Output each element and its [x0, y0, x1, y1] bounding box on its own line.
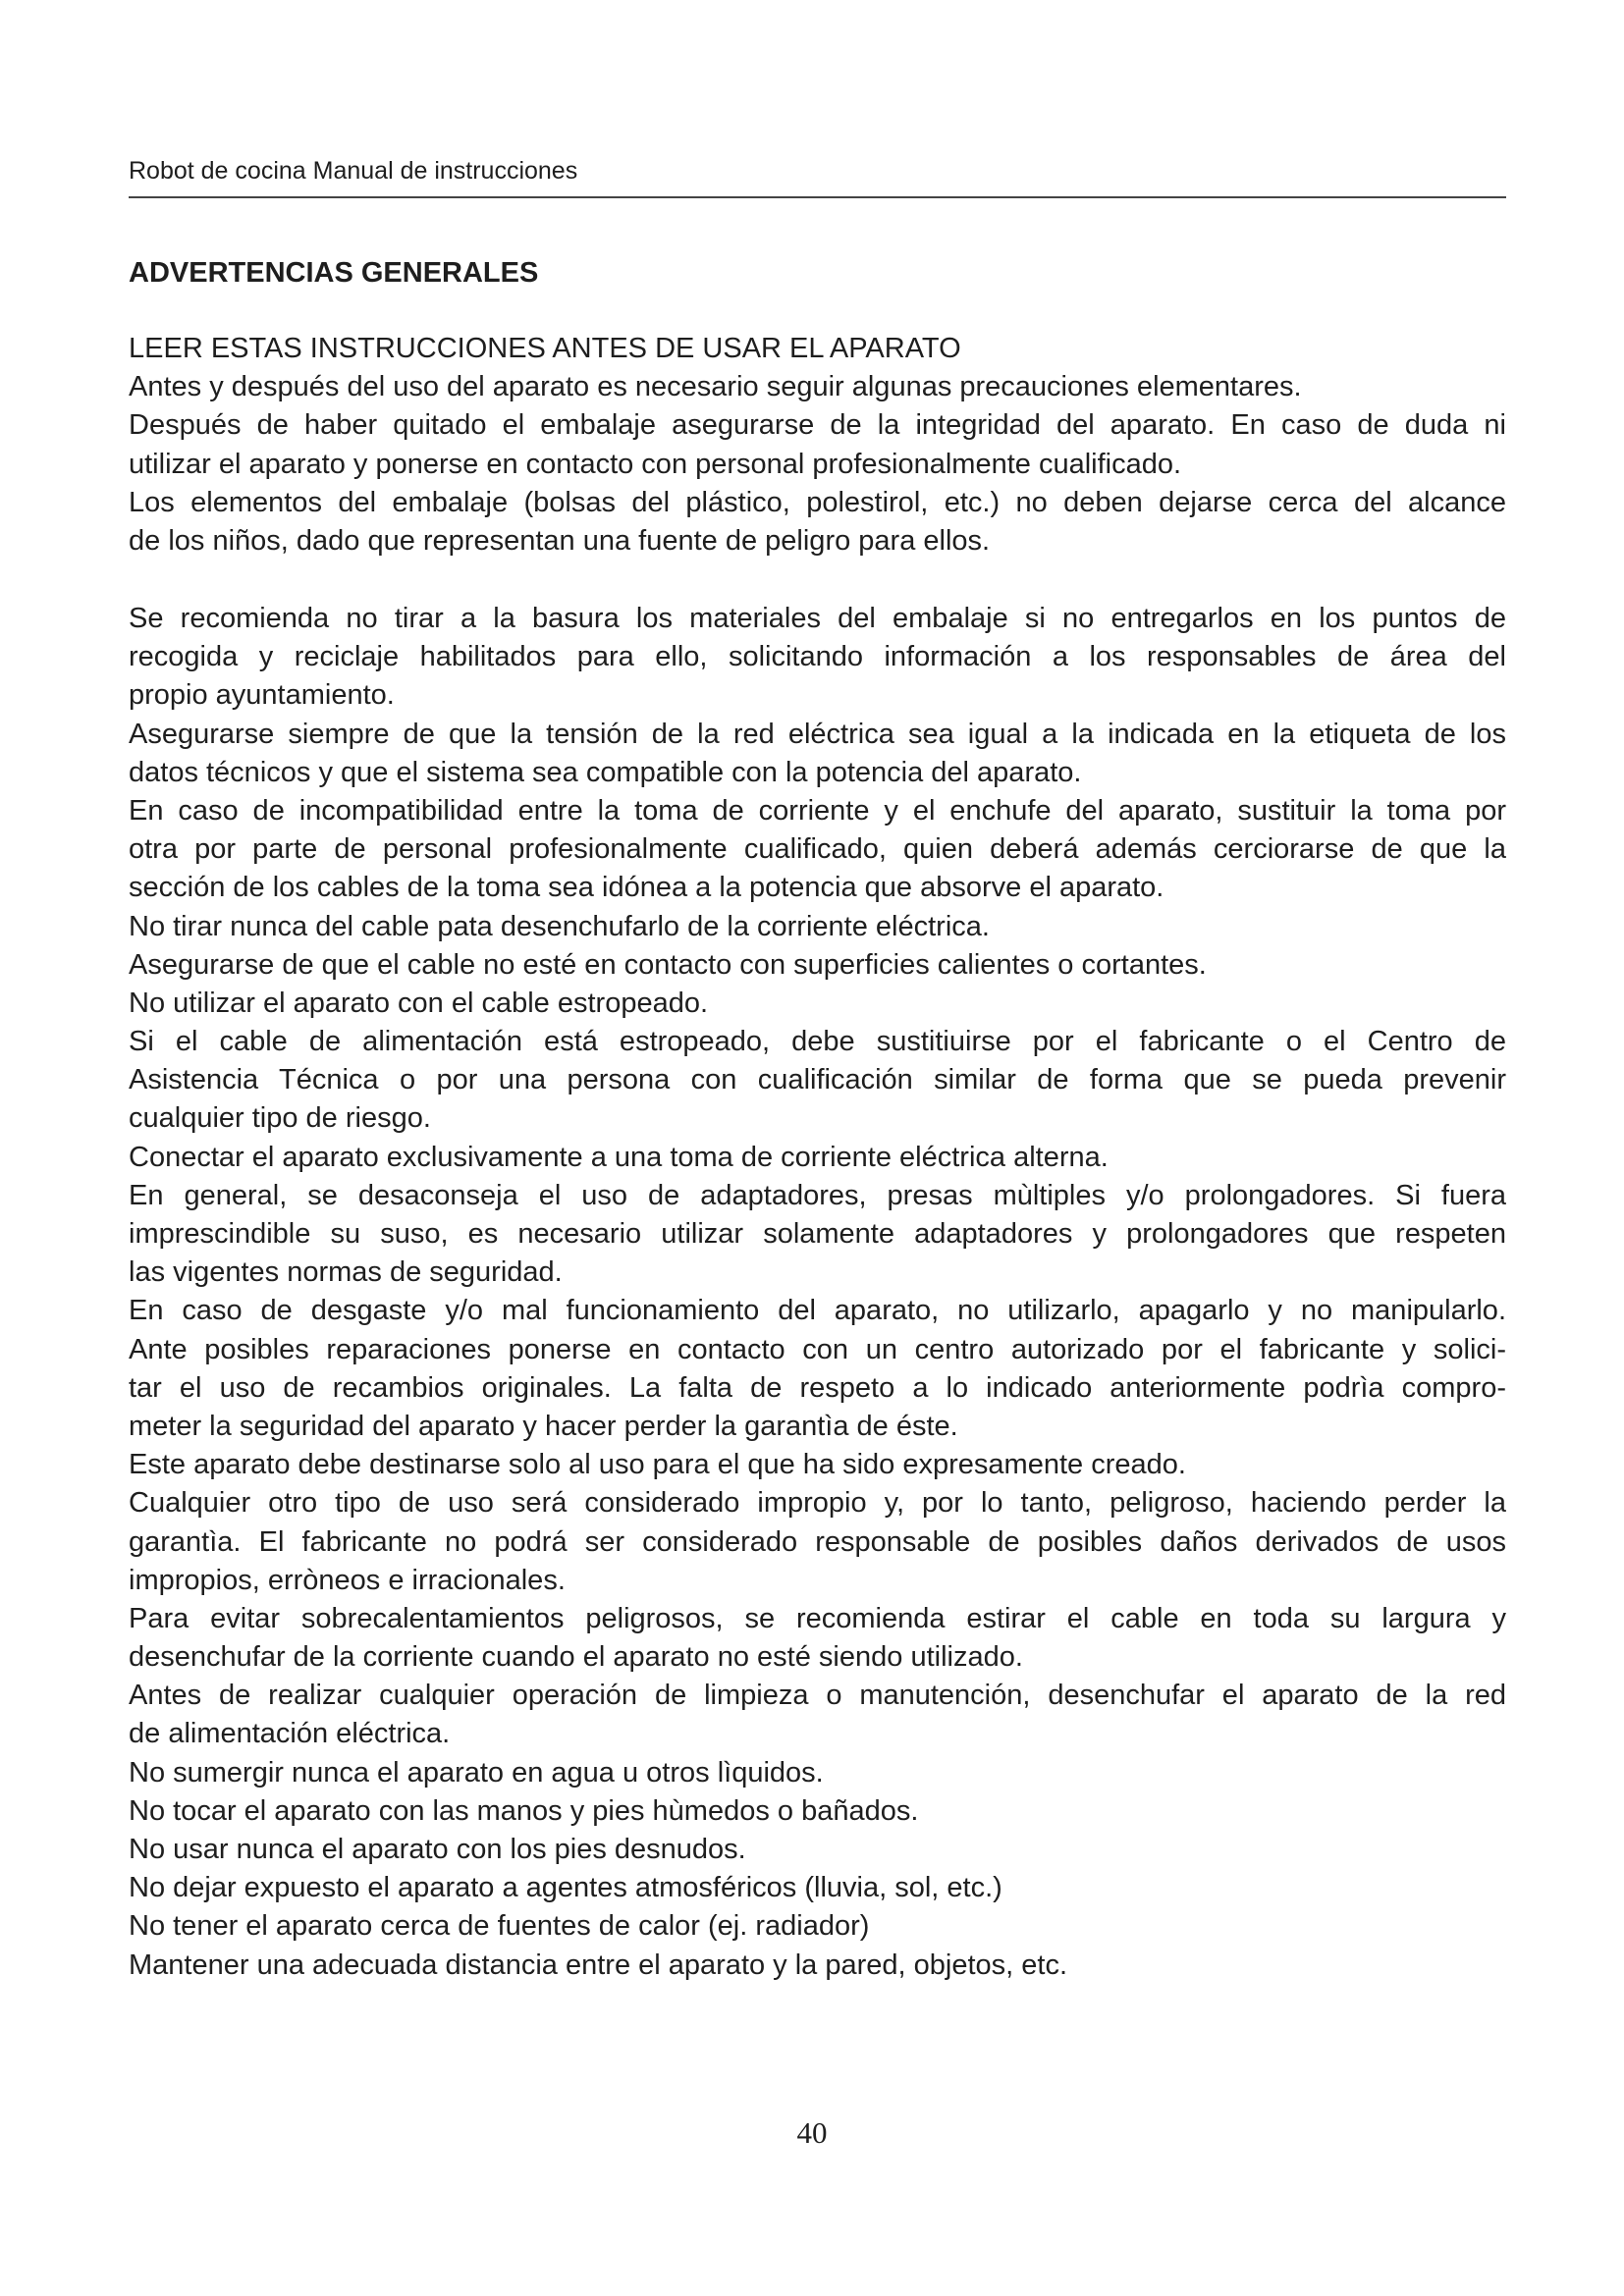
- text-line: Si el cable de alimentación está estropeado, debe sustitiuirse por el fabricante o el Centro de: [129, 1026, 1506, 1058]
- text-line: No tocar el aparato con las manos y pies hùmedos o bañados.: [129, 1794, 919, 1827]
- text-line: cualquier tipo de riesgo.: [129, 1102, 431, 1135]
- text-line: meter la seguridad del aparato y hacer perder la garantìa de éste.: [129, 1410, 958, 1442]
- text-line: Este aparato debe destinarse solo al uso para el que ha sido expresamente creado.: [129, 1449, 1186, 1481]
- text-line: utilizar el aparato y ponerse en contacto con personal profesionalmente cualificado.: [129, 448, 1182, 480]
- section-title: ADVERTENCIAS GENERALES: [129, 257, 539, 289]
- page-number: 40: [796, 2115, 828, 2150]
- text-line: de los niños, dado que representan una fuente de peligro para ellos.: [129, 524, 991, 557]
- text-line: datos técnicos y que el sistema sea compatible con la potencia del aparato.: [129, 756, 1082, 788]
- text-line: Asistencia Técnica o por una persona con cualificación similar de forma que se pueda prevenir: [129, 1064, 1506, 1096]
- running-header-title: Robot de cocina Manual de instrucciones: [129, 157, 578, 185]
- safety-warnings: [129, 600, 1506, 1985]
- text-line: Asegurarse siempre de que la tensión de la red eléctrica sea igual a la indicada en la etiqueta de los: [129, 718, 1506, 750]
- text-line: En caso de incompatibilidad entre la toma de corriente y el enchufe del aparato, sustituir la toma por: [129, 794, 1506, 827]
- text-line: No dejar expuesto el aparato a agentes atmosféricos (lluvia, sol, etc.): [129, 1872, 1002, 1904]
- text-line: Después de haber quitado el embalaje asegurarse de la integridad del aparato. En caso de duda ni: [129, 409, 1506, 442]
- text-line: desenchufar de la corriente cuando el aparato no esté siendo utilizado.: [129, 1641, 1023, 1674]
- text-line: otra por parte de personal profesionalmente cualificado, quien deberá además cerciorarse de que la: [129, 833, 1506, 866]
- text-line: de alimentación eléctrica.: [129, 1718, 451, 1750]
- text-line: propio ayuntamiento.: [129, 679, 395, 712]
- text-line: impropios, erròneos e irracionales.: [129, 1564, 566, 1596]
- text-line: Para evitar sobrecalentamientos peligrosos, se recomienda estirar el cable en toda su largura y: [129, 1602, 1506, 1634]
- text-line: Ante posibles reparaciones ponerse en contacto con un centro autorizado por el fabricante y solici-: [129, 1333, 1506, 1365]
- text-line: LEER ESTAS INSTRUCCIONES ANTES DE USAR EL APARATO: [129, 333, 961, 364]
- text-line: Cualquier otro tipo de uso será considerado impropio y, por lo tanto, peligroso, haciendo perder la: [129, 1487, 1506, 1520]
- text-line: No tener el aparato cerca de fuentes de calor (ej. radiador): [129, 1910, 870, 1943]
- intro-paragraphs: [129, 330, 1506, 561]
- text-line: imprescindible su suso, es necesario utilizar solamente adaptadores y prolongadores que respeten: [129, 1218, 1506, 1250]
- text-line: No sumergir nunca el aparato en agua u otros lìquidos.: [129, 1756, 824, 1789]
- text-line: Los elementos del embalaje (bolsas del plástico, polestirol, etc.) no deben dejarse cerca del alcance: [129, 486, 1506, 518]
- text-line: No utilizar el aparato con el cable estropeado.: [129, 987, 709, 1019]
- text-line: No usar nunca el aparato con los pies desnudos.: [129, 1834, 746, 1865]
- text-line: Mantener una adecuada distancia entre el aparato y la pared, objetos, etc.: [129, 1949, 1068, 1981]
- text-line: Se recomienda no tirar a la basura los materiales del embalaje si no entregarlos en los puntos de: [129, 603, 1506, 634]
- text-line: No tirar nunca del cable pata desenchufarlo de la corriente eléctrica.: [129, 910, 990, 942]
- running-header: [129, 155, 1506, 198]
- text-line: las vigentes normas de seguridad.: [129, 1256, 563, 1289]
- text-line: En general, se desaconseja el uso de adaptadores, presas mùltiples y/o prolongadores. Si fuera: [129, 1179, 1506, 1211]
- text-line: Antes de realizar cualquier operación de limpieza o manutención, desenchufar el aparato de la red: [129, 1680, 1506, 1712]
- text-line: Asegurarse de que el cable no esté en contacto con superficies calientes o cortantes.: [129, 948, 1207, 981]
- text-line: garantìa. El fabricante no podrá ser considerado responsable de posibles daños derivados de usos: [129, 1525, 1506, 1558]
- text-line: En caso de desgaste y/o mal funcionamiento del aparato, no utilizarlo, apagarlo y no manipularlo.: [129, 1295, 1506, 1327]
- text-line: sección de los cables de la toma sea idónea a la potencia que absorve el aparato.: [129, 872, 1164, 904]
- text-line: tar el uso de recambios originales. La falta de respeto a lo indicado anteriormente podrìa compro-: [129, 1371, 1506, 1404]
- text-line: recogida y reciclaje habilitados para ello, solicitando información a los responsables de área del: [129, 641, 1506, 673]
- text-line: Antes y después del uso del aparato es necesario seguir algunas precauciones elementares.: [129, 371, 1302, 403]
- text-line: Conectar el aparato exclusivamente a una toma de corriente eléctrica alterna.: [129, 1141, 1109, 1173]
